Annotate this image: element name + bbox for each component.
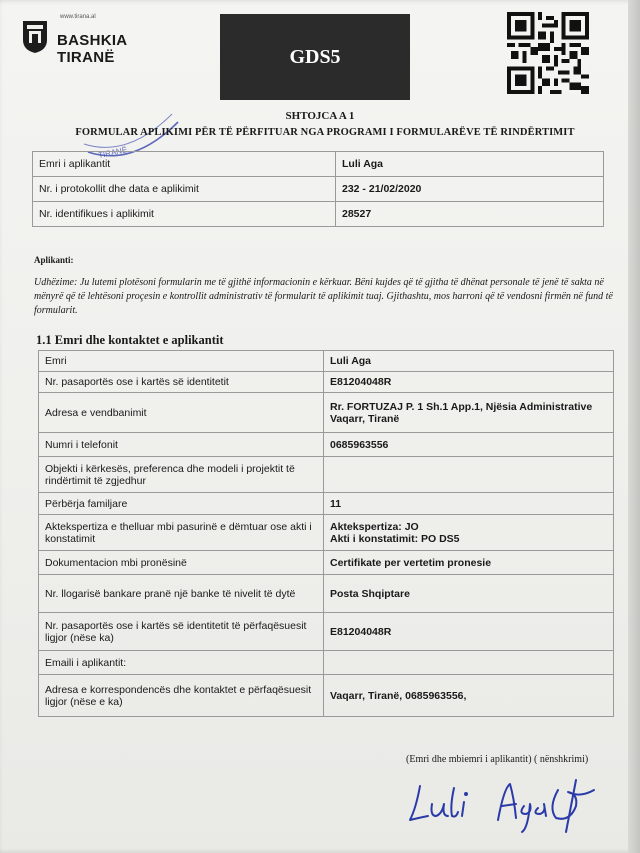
table-row (39, 493, 614, 515)
table-row (33, 152, 604, 177)
row-label: Aktekspertiza e thelluar mbi pasurinë e dëmtuar ose akti i konstatimit (39, 515, 324, 551)
summary-table (32, 151, 604, 227)
qr-code-icon (506, 12, 590, 94)
section-title: 1.1 Emri dhe kontaktet e aplikantit (36, 333, 224, 347)
row-label: Nr. llogarisë bankare pranë një banke të nivelit të dytë (39, 575, 324, 613)
row-value: Rr. FORTUZAJ P. 1 Sh.1 App.1, Njësia Administrative Vaqarr, Tiranë (324, 393, 614, 433)
page-edge (628, 0, 640, 853)
table-row (33, 177, 604, 202)
table-row (39, 651, 614, 675)
row-label: Dokumentacion mbi pronësinë (39, 551, 324, 575)
table-row (39, 433, 614, 457)
form-code-box (220, 14, 410, 100)
application-id-value: 28527 (336, 202, 604, 227)
row-label: Emri (39, 351, 324, 372)
row-label: Adresa e korrespondencës dhe kontaktet e përfaqësuesit ligjor (nëse e ka) (39, 675, 324, 717)
handwritten-signature (398, 768, 618, 838)
row-label: Numri i telefonit (39, 433, 324, 457)
table-row (39, 515, 614, 551)
row-value (324, 515, 614, 551)
row-label: Objekti i kërkesës, preferenca dhe modeli i projektit të rindërtimit të zgjedhur (39, 457, 324, 493)
row-value (324, 457, 614, 493)
row-label: Adresa e vendbanimit (39, 393, 324, 433)
table-row (33, 202, 604, 227)
row-value: Vaqarr, Tiranë, 0685963556, (324, 675, 614, 717)
applicant-heading: Aplikanti: (34, 255, 74, 265)
instructions-text: Udhëzime: Ju lutemi plotësoni formularin me të gjithë informacionin e kërkuar. Bëni kujdes që të gjitha të dhënat personale të jenë të sakta në mënyrë që të lehtësoni proçesin e kontrollit administrativ të formularit të aplikimit tuaj. Gjithashtu, mos harroni që të vendosni firmën në fund të formularit. (34, 277, 613, 316)
row-label: Nr. pasaportës ose i kartës së identitetit (39, 372, 324, 393)
table-row (39, 372, 614, 393)
annex-label: SHTOJCA A 1 (285, 110, 355, 122)
row-label: Emaili i aplikantit: (39, 651, 324, 675)
table-row (39, 613, 614, 651)
table-row (39, 551, 614, 575)
table-row (39, 575, 614, 613)
logo-name-line1: BASHKIA (57, 32, 128, 49)
application-id-label: Nr. identifikues i aplikimit (33, 202, 336, 227)
row-value: Certifikate per vertetim pronesie (324, 551, 614, 575)
form-title: FORMULAR APLIKIMI PËR TË PËRFITUAR NGA PROGRAMI I FORMULARËVE TË RINDËRTIMIT (75, 127, 575, 138)
row-value (324, 651, 614, 675)
row-value: 0685963556 (324, 433, 614, 457)
applicant-details-table (38, 350, 614, 717)
municipality-logo (22, 14, 142, 84)
row-value: E81204048R (324, 613, 614, 651)
row-value: Posta Shqiptare (324, 575, 614, 613)
expertise-value: Aktekspertiza: JO (330, 520, 419, 533)
inspection-act-value: Akti i konstatimit: PO DS5 (330, 532, 460, 545)
table-row (39, 393, 614, 433)
row-label: Nr. pasaportës ose i kartës së identitetit të përfaqësuesit ligjor (nëse ka) (39, 613, 324, 651)
table-row (39, 675, 614, 717)
svg-text:TIRANË: TIRANË (97, 145, 128, 161)
row-value: Luli Aga (324, 351, 614, 372)
form-code: GDS5 (289, 45, 341, 68)
logo-url: www.tirana.al (60, 14, 96, 20)
table-row (39, 457, 614, 493)
logo-name-line2: TIRANË (57, 49, 115, 66)
row-value: E81204048R (324, 372, 614, 393)
applicant-name-label: Emri i aplikantit (33, 152, 336, 177)
protocol-value: 232 - 21/02/2020 (336, 177, 604, 202)
shield-icon (22, 20, 48, 54)
logo-name (57, 32, 127, 66)
row-value: 11 (324, 493, 614, 515)
applicant-name-value: Luli Aga (336, 152, 604, 177)
row-label: Përbërja familjare (39, 493, 324, 515)
table-row (39, 351, 614, 372)
protocol-label: Nr. i protokollit dhe data e aplikimit (33, 177, 336, 202)
signature-caption: (Emri dhe mbiemri i aplikantit) ( nënshkrimi) (406, 754, 589, 765)
